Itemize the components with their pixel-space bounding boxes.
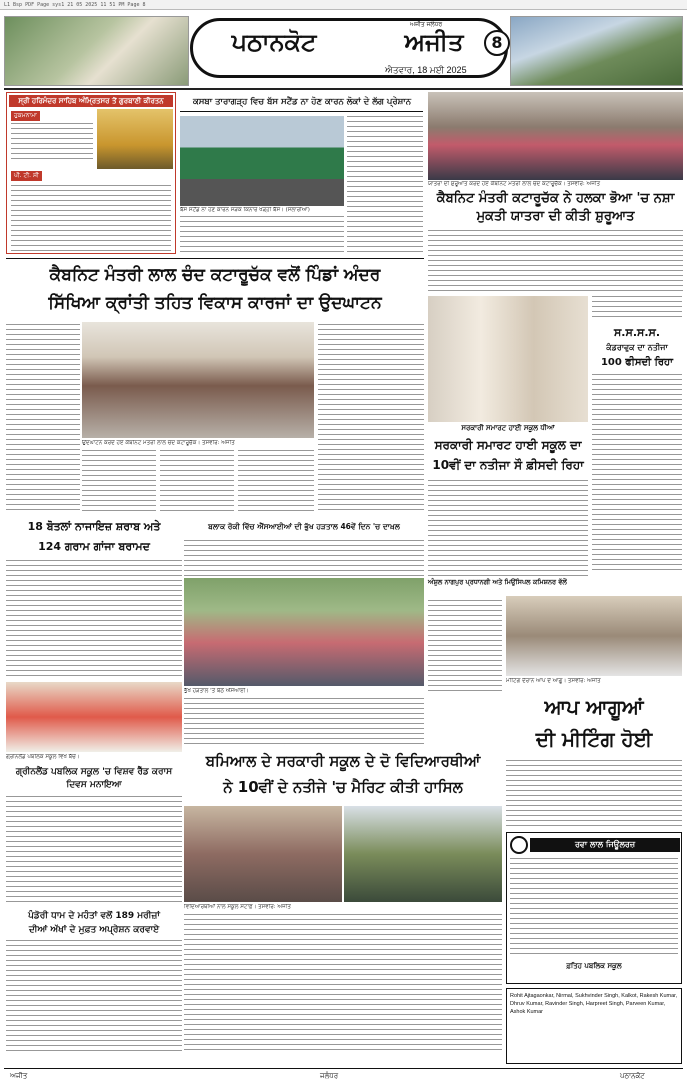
bamial-caption: ਵਿਦਿਆਰਥੀਆਂ ਨਾਲ ਸਕੂਲ ਸਟਾਫ਼। ਤਸਵੀਰ: ਅਜੀਤ bbox=[184, 904, 291, 910]
eye-camp-text bbox=[6, 940, 182, 1054]
ad-title: ਰਵਾ ਲਾਲ ਜਿਊਲਰਜ਼ bbox=[530, 838, 680, 852]
aap-headline-line1: ਆਪ ਆਗੂਆਂ bbox=[544, 695, 644, 719]
bus-text-col1 bbox=[347, 116, 423, 256]
greenland-text bbox=[6, 796, 182, 906]
bamial-text bbox=[184, 914, 502, 1054]
bus-caption: ਬੱਸ ਸਟੈਂਡ ਨਾ ਹੋਣ ਕਾਰਨ ਸੜਕ ਕਿਨਾਰੇ ਖੜ੍ਹੀ ਬੱਸ। (ਸਲਾਰੀਆ) bbox=[180, 207, 310, 213]
main-photo bbox=[82, 322, 314, 438]
sss-subtitle: ਕੰਡਰਾਵੁਕ ਦਾ ਨਤੀਜਾ bbox=[606, 343, 668, 352]
bus-photo bbox=[180, 116, 344, 206]
masthead-rule bbox=[4, 88, 683, 90]
main-text-col4 bbox=[238, 450, 314, 514]
names-box bbox=[506, 988, 682, 1064]
ad-logo bbox=[510, 836, 528, 854]
main-headline-line1: ਕੈਬਨਿਟ ਮੰਤਰੀ ਲਾਲ ਚੰਦ ਕਟਾਰੂਚੱਕ ਵਲੋਂ ਪਿੰਡਾਂ ਅੰਦਰ bbox=[49, 265, 381, 285]
aap-text-bottom bbox=[506, 760, 682, 830]
kirtan-title: ਸ੍ਰੀ ਹਰਿਮੰਦਰ ਸਾਹਿਬ ਅੰਮ੍ਰਿਤਸਰ ਤੋਂ ਗੁਰਬਾਣੀ ਕੀਰਤਨ bbox=[9, 95, 173, 107]
strike-headline: ਬਲਾਕ ਰੋਕੀ ਵਿੱਚ ਐੱਸਆਈਆਂ ਦੀ ਭੁੱਖ ਹੜਤਾਲ 46ਵੇਂ ਦਿਨ 'ਚ ਦਾਖ਼ਲ bbox=[208, 522, 400, 531]
kirtan-text bbox=[11, 185, 171, 251]
bus-stand-headline: ਕਸਬਾ ਤਾਰਾਗੜ੍ਹ ਵਿਚ ਬੱਸ ਸਟੈਂਡ ਨਾ ਹੋਣ ਕਾਰਨ ਲੋਕਾਂ ਦੇ ਲੱਗ ਪ੍ਰੇਸ਼ਾਨ bbox=[192, 97, 412, 107]
smart-school-kicker: ਸਰਕਾਰੀ ਸਮਾਰਟ ਹਾਈ ਸਕੂਲ ਧੀਆਂ bbox=[461, 424, 555, 432]
kids-caption: ਗ੍ਰੀਨਲੈਂਡ ਪਬਲਿਕ ਸਕੂਲ ਵਿਖੇ ਬੱਚੇ। bbox=[6, 754, 80, 760]
main-headline-line2: ਸਿੱਖਿਆ ਕ੍ਰਾਂਤੀ ਤਹਿਤ ਵਿਕਾਸ ਕਾਰਜਾਂ ਦਾ ਉਦਘਾਟਨ bbox=[48, 293, 382, 313]
masthead-date: ਐਤਵਾਰ, 18 ਮਈ 2025 bbox=[385, 65, 467, 75]
footer-rule bbox=[4, 1068, 683, 1069]
footer-right: ਪਠਾਨਕੋਟ bbox=[620, 1072, 645, 1080]
yatra-headline: ਕੈਬਨਿਟ ਮੰਤਰੀ ਕਟਾਰੂਚੱਕ ਨੇ ਹਲਕਾ ਭੋਆ 'ਚ ਨਸ਼ਾ ਮੁਕਤੀ ਯਾਤਰਾ ਦੀ ਕੀਤੀ ਸ਼ੁਰੂਆਤ bbox=[436, 191, 675, 224]
golden-temple-photo bbox=[97, 109, 173, 169]
students-photo bbox=[428, 296, 588, 422]
yatra-caption: ਯਾਤਰਾ ਦੀ ਸ਼ੁਰੂਆਤ ਕਰਦੇ ਹੋਏ ਕੈਬਨਿਟ ਮੰਤਰੀ ਲਾਲ ਚੰਦ ਕਟਾਰੂਚੱਕ। ਤਸਵੀਰ: ਅਜੀਤ bbox=[428, 181, 601, 187]
footer-center: ਜਲੰਧਰ bbox=[320, 1072, 339, 1080]
bus-text-col2 bbox=[180, 216, 344, 256]
sss-title: ਸ.ਸ.ਸ.ਸ. bbox=[613, 326, 661, 339]
bamial-headline-line1: ਬਮਿਆਲ ਦੇ ਸਰਕਾਰੀ ਸਕੂਲ ਦੇ ਦੋ ਵਿਦਿਆਰਥੀਆਂ bbox=[205, 752, 481, 770]
sss-result: 100 ਫੀਸਦੀ ਰਿਹਾ bbox=[600, 357, 674, 368]
print-info-strip: L1 Bsp PDF Page sys1 21 05 2025 11 51 PM Page 8 bbox=[0, 0, 687, 10]
sss-text-top bbox=[592, 296, 682, 320]
main-photo-caption: ਉਦਘਾਟਨ ਕਰਦੇ ਹੋਏ ਕੈਬਨਿਟ ਮੰਤਰੀ ਲਾਲ ਚੰਦ ਕਟਾਰੂਚੱਕ। ਤਸਵੀਰ: ਅਜੀਤ bbox=[82, 440, 235, 446]
main-text-col1 bbox=[6, 324, 80, 514]
aap-photo bbox=[506, 596, 682, 676]
eye-camp-headline-line1: ਪੰਡੋਰੀ ਧਾਮ ਦੇ ਮਹੰਤਾਂ ਵਲੋਂ 189 ਮਰੀਜ਼ਾਂ bbox=[28, 911, 160, 921]
eye-camp-headline-line2: ਦੀਆਂ ਅੱਖਾਂ ਦੇ ਮੁਫ਼ਤ ਅਪ੍ਰੇਸ਼ਨ ਕਰਵਾਏ bbox=[28, 925, 160, 935]
names-text: Rohit Ajtagaonkar, Nirmal, Sukhvinder Singh, Kalkot, Rakesh Kumar, Dhruv Kumar, Ravinder Singh, Harpreet Singh, Parveen Kumar, Ashok Kumar bbox=[510, 993, 678, 1015]
main-text-col3 bbox=[160, 450, 234, 514]
ptc-label: ਪੀ. ਟੀ. ਸੀ bbox=[11, 171, 42, 181]
page-number: 8 bbox=[491, 33, 503, 52]
footer-left: ਅਜੀਤ bbox=[10, 1072, 28, 1080]
aap-text-left bbox=[428, 600, 502, 692]
bamial-photo-1 bbox=[184, 806, 342, 902]
sss-text bbox=[592, 374, 682, 574]
masthead-right-photo bbox=[510, 16, 683, 86]
masthead bbox=[0, 10, 687, 88]
strike-text-bottom bbox=[184, 698, 424, 744]
aap-kicker: ਅੰਸ਼ੁਲ ਨਾਗਪੁਰ ਪ੍ਰਧਾਨਗੀ ਅਤੇ ਮਿਉਂਸਿਪਲ ਕਮਿਸ਼ਨਰ ਵੱਲੋਂ bbox=[428, 578, 567, 586]
hukamnama-text bbox=[11, 123, 93, 163]
main-headline-rule-top bbox=[6, 258, 424, 259]
school-result-line2: 10ਵੀਂ ਦਾ ਨਤੀਜਾ ਸੌ ਫ਼ੀਸਦੀ ਰਿਹਾ bbox=[432, 458, 584, 472]
aap-headline-line2: ਦੀ ਮੀਟਿੰਗ ਹੋਈ bbox=[535, 727, 653, 751]
ad-text bbox=[510, 858, 678, 958]
greenland-headline: ਗ੍ਰੀਨਲੈਂਡ ਪਬਲਿਕ ਸਕੂਲ 'ਚ ਵਿਸ਼ਵ ਰੈੱਡ ਕਰਾਸ ਦਿਵਸ ਮਨਾਇਆ bbox=[15, 767, 173, 790]
yatra-text bbox=[428, 230, 683, 292]
strike-caption: ਭੁੱਖ ਹੜਤਾਲ 'ਤੇ ਬੈਠੇ ਐੱਸਆਈ। bbox=[184, 688, 249, 694]
strike-text-top bbox=[184, 540, 424, 576]
masthead-right-title: ਅਜੀਤ bbox=[404, 28, 464, 56]
aap-caption: ਮੀਟਿੰਗ ਦੌਰਾਨ ਆਪ ਦੇ ਆਗੂ। ਤਸਵੀਰ: ਅਜੀਤ bbox=[506, 678, 601, 684]
liquor-headline-line1: 18 ਬੋਤਲਾਂ ਨਾਜਾਇਜ਼ ਸ਼ਰਾਬ ਅਤੇ bbox=[27, 520, 161, 533]
liquor-headline-line2: 124 ਗਰਾਮ ਗਾਂਜਾ ਬਰਾਮਦ bbox=[38, 540, 150, 553]
kirtan-box bbox=[6, 92, 176, 254]
main-text-col2 bbox=[82, 450, 156, 514]
strike-photo bbox=[184, 578, 424, 686]
main-text-col5 bbox=[318, 324, 424, 514]
bamial-headline-line2: ਨੇ 10ਵੀਂ ਦੇ ਨਤੀਜੇ 'ਚ ਮੈਰਿਟ ਕੀਤੀ ਹਾਸਿਲ bbox=[223, 778, 463, 796]
yatra-photo bbox=[428, 92, 683, 180]
masthead-left-photo bbox=[4, 16, 189, 86]
kids-photo bbox=[6, 682, 182, 752]
hukamnama-label: ਹੁਕਮਨਾਮਾ bbox=[11, 111, 40, 121]
liquor-text bbox=[6, 560, 182, 676]
school-result-text bbox=[428, 480, 588, 576]
bamial-photo-2 bbox=[344, 806, 502, 902]
ad-footer: ਫ਼ਤਿਹ ਪਬਲਿਕ ਸਕੂਲ bbox=[566, 962, 622, 970]
masthead-small-label: ਅਜੀਤ ਜਲੰਧਰ bbox=[410, 21, 443, 28]
masthead-left-title: ਪਠਾਨਕੋਟ bbox=[231, 28, 317, 56]
school-result-line1: ਸਰਕਾਰੀ ਸਮਾਰਟ ਹਾਈ ਸਕੂਲ ਦਾ bbox=[434, 438, 582, 452]
